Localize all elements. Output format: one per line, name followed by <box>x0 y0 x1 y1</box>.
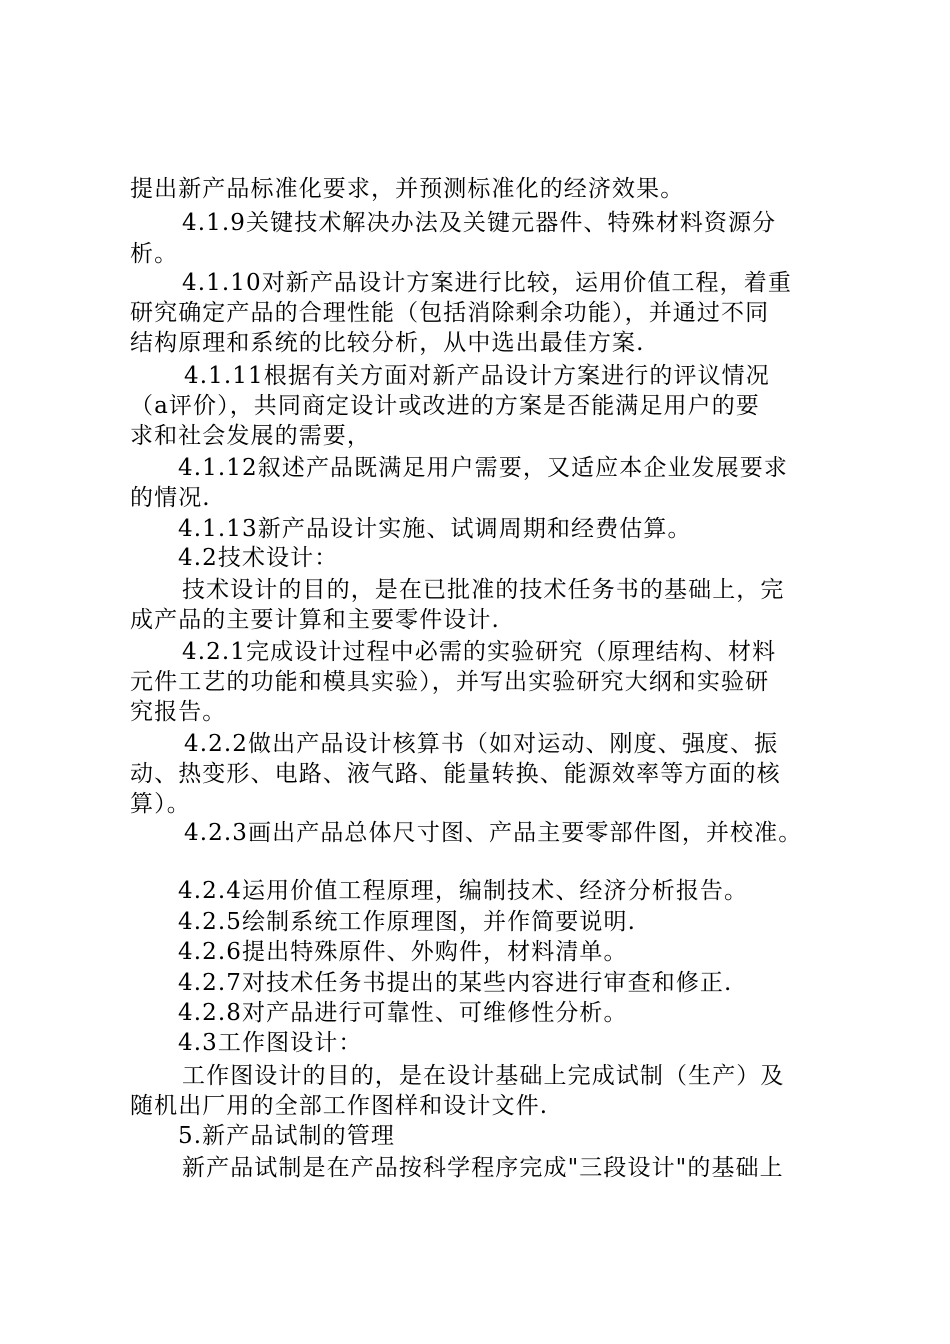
section-heading-4-2-4: 4.2.4运用价值工程原理，编制技术、经济分析报告。 <box>178 878 749 904</box>
text-line: 究报告。 <box>130 699 227 725</box>
section-heading-4-3: 4.3工作图设计： <box>178 1030 363 1056</box>
text-line: 结构原理和系统的比较分析，从中选出最佳方案. <box>130 330 645 356</box>
section-heading-5: 5.新产品试制的管理 <box>178 1123 395 1149</box>
text-line: 的情况. <box>130 485 211 511</box>
section-heading-4-2-5: 4.2.5绘制系统工作原理图，并作简要说明. <box>178 909 637 935</box>
text-line: 研究确定产品的合理性能（包括消除剩余功能），并通过不同 <box>130 300 770 326</box>
text-line: 析。 <box>130 241 179 267</box>
section-heading-4-2: 4.2技术设计： <box>178 545 339 571</box>
section-heading-4-1-11: 4.1.11根据有关方面对新产品设计方案进行的评议情况 <box>184 363 770 389</box>
text-line: 元件工艺的功能和模具实验），并写出实验研究大纲和实验研 <box>130 669 770 695</box>
text-line: （a评价），共同商定设计或改进的方案是否能满足用户的要 <box>130 393 760 419</box>
text-line: 提出新产品标准化要求，并预测标准化的经济效果。 <box>130 176 685 202</box>
text-line: 工作图设计的目的，是在设计基础上完成试制（生产）及 <box>182 1063 785 1089</box>
text-line: 成产品的主要计算和主要零件设计. <box>130 607 500 633</box>
text-line: 新产品试制是在产品按科学程序完成"三段设计"的基础上 <box>182 1155 784 1181</box>
text-line: 技术设计的目的，是在已批准的技术任务书的基础上，完 <box>182 577 785 603</box>
section-heading-4-2-6: 4.2.6提出特殊原件、外购件，材料清单。 <box>178 939 628 965</box>
section-heading-4-1-12: 4.1.12叙述产品既满足用户需要，又适应本企业发展要求 <box>178 455 788 481</box>
section-heading-4-1-13: 4.1.13新产品设计实施、试调周期和经费估算。 <box>178 516 692 542</box>
section-heading-4-1-10: 4.1.10对新产品设计方案进行比较，运用价值工程，着重 <box>182 270 792 296</box>
text-line: 随机出厂用的全部工作图样和设计文件. <box>130 1093 549 1119</box>
section-heading-4-2-1: 4.2.1完成设计过程中必需的实验研究（原理结构、材料 <box>182 639 777 665</box>
text-line: 求和社会发展的需要， <box>130 423 371 449</box>
text-line: 动、热变形、电路、液气路、能量转换、能源效率等方面的核 <box>130 761 781 787</box>
text-line: 算）。 <box>130 791 191 817</box>
section-heading-4-2-8: 4.2.8对产品进行可靠性、可维修性分析。 <box>178 1000 628 1026</box>
section-heading-4-2-3: 4.2.3画出产品总体尺寸图、产品主要零部件图，并校准。 <box>184 820 803 846</box>
section-heading-4-1-9: 4.1.9关键技术解决办法及关键元器件、特殊材料资源分 <box>182 210 777 236</box>
section-heading-4-2-2: 4.2.2做出产品设计核算书（如对运动、刚度、强度、振 <box>184 731 779 757</box>
section-heading-4-2-7: 4.2.7对技术任务书提出的某些内容进行审查和修正. <box>178 970 733 996</box>
